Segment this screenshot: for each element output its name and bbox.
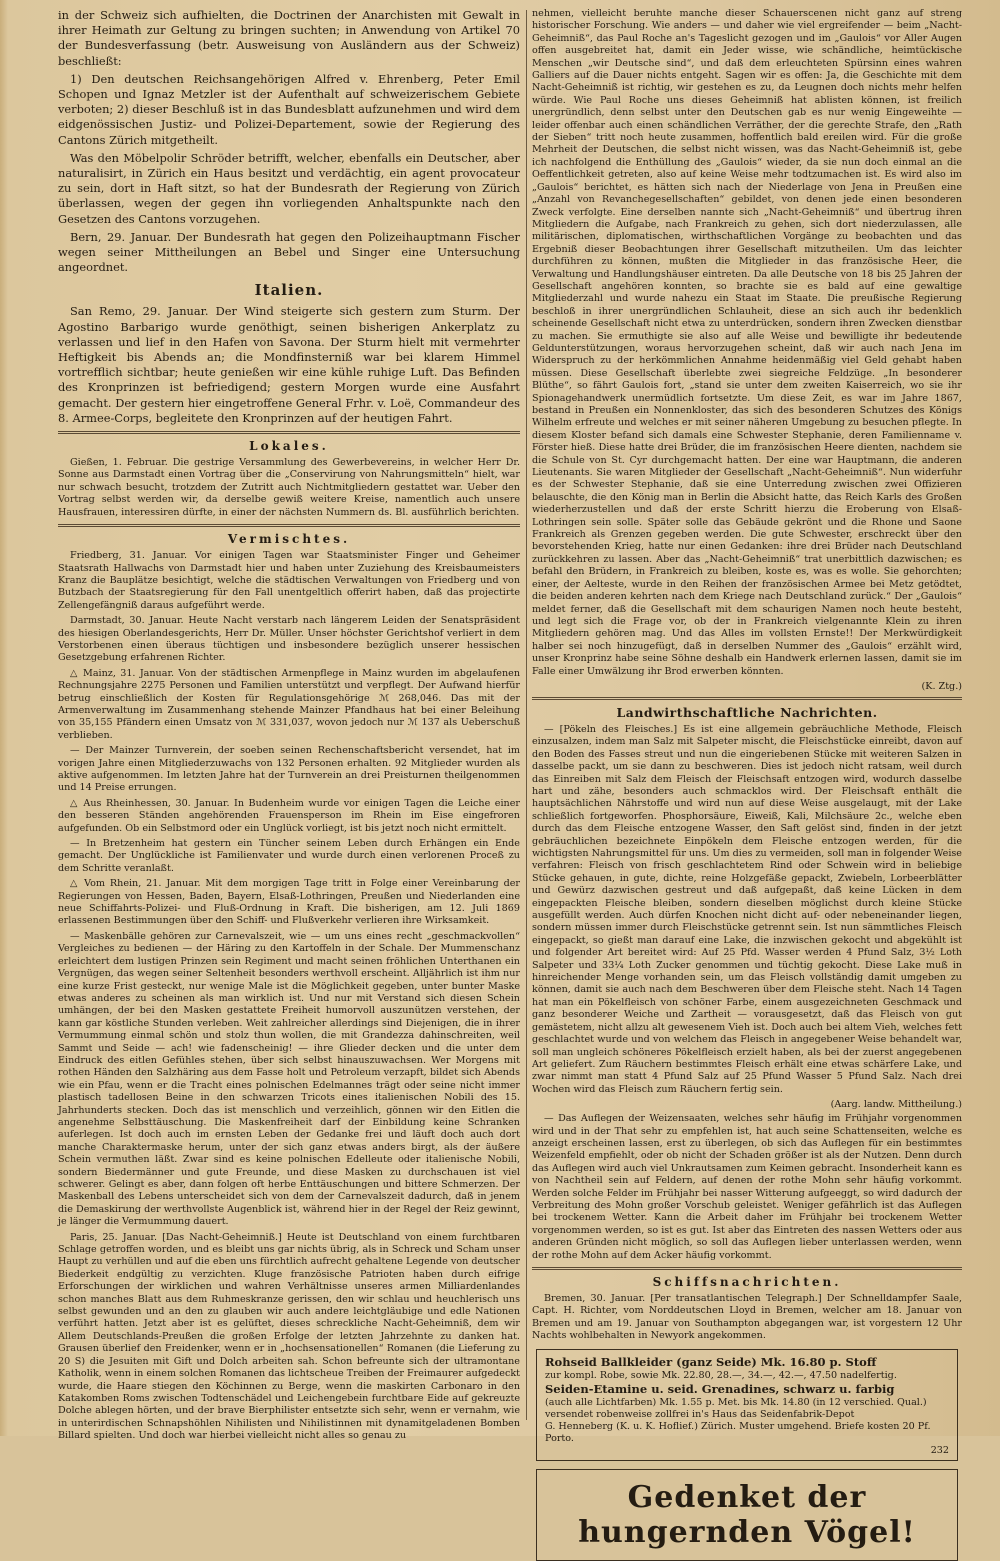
ad-text: zur kompl. Robe, sowie Mk. 22.80, 28.—, 34.—, 42.—, 47.50 nadelfertig.: [545, 1369, 897, 1381]
italien-heading: Italien.: [254, 281, 324, 300]
intro-paragraph: 1) Den deutschen Reichsangehörigen Alfred v. Ehrenberg, Peter Emil Schopen und Ignaz Metzler ist der Aufenthalt auf schweizerischem Gebiete verboten; 2) dieser Beschluß ist in das Bundesblatt aufzunehmen und wird dem eidgenössischen Justiz- und Polizei-Departement, sowie der Regierung des Cantons Zürich mitgetheilt.: [58, 71, 520, 147]
switzerland-section: [58, 8, 520, 275]
ad-headline: Seiden-Etamine u. seid. Grenadines, schwarz u. farbig: [545, 1381, 895, 1396]
birds-advertisement: Gedenket der hungernden Vögel!: [536, 1469, 958, 1561]
landwirthschaft-paragraph: — Das Auflegen der Weizensaaten, welches sehr häufig im Frühjahr vorgenommen wird und in der That sehr zu empfehlen ist, hat auch seine Schattenseiten, welche es anzeigt erscheinen lassen, erst zu überlegen, ob sich das Auflegen für ein bestimmtes Weizenfeld empfiehlt, oder ob nicht der Schaden größer ist als der Nutzen. Denn durch das Auflegen wird auch viel Unkrautsamen zum Keimen gebracht. Insonderheit kann es von Nachtheil sein auf Feldern, auf denen der rothe Mohn sehr häufig vorkommt. Werden solche Felder im Frühjahr bei nasser Witterung aufgeeggt, so wird dadurch der Verbreitung des Mohn großer Vorschub geleistet. Weniger gefährlich ist das Auflegen bei trockenem Wetter. Kann die Arbeit daher im Frühjahr bei trockenem Wetter vorgenommen werden, so ist es gut. Ist aber das Eintreten des nassen Wetters oder aus anderen Gründen nicht möglich, so soll das Auflegen lieber unterlassen werden, wenn der rothe Mohn auf dem Acker häufig vorkommt.: [532, 1113, 962, 1261]
section-divider: [58, 431, 520, 434]
vermischtes-paragraph: Paris, 25. Januar. [Das Nacht-Geheimniß.] Heute ist Deutschland von einem furchtbaren Schlage getroffen worden, und es bleibt uns gar nichts übrig, als in Schreck und Scham unser Haupt zu verhüllen und auf die eben uns fürchtlich aufrecht gehaltene Legende von deutscher Biederkeit endgültig zu verzichten. Kluge französische Patrioten haben durch eifrige Erforschungen der wirklichen und wahren Verhältnisse unseres armen Milliardenlandes schon manches Blatt aus dem Ruhmeskranze gerissen, den wir schlau und heuchlerisch uns selbst gewunden und an den zu glauben wir auch andere leichtgläubige und edle Nationen verführt hatten. Jetzt aber ist es gelüftet, dieses schreckliche Nacht-Geheimniß, dem wir Allem Deutschlands-Preußen die großen Erfolge der letzten Jahrzehnte zu danken hat. Grausen überlief den Freidenker, wenn er in „hochsensationellen“ Romanen (die Lieferung zu 20 S) die Jesuiten mit Gift und Dolch arbeiten sah. Schon befreunte sich der ultramontane Katholik, wenn in einem solchen Romanen das lichtscheue Treiben der Freimaurer aufgedeckt wurde, die Haare stiegen den Köchinnen zu Berge, wenn die maskirten Carbonaro in den Katakomben Roms zwischen Todtenschädel und Leichengebein furchtbare Eide auf gekreuzte Dolche ablegen hörten, und der brave Bierphilister entsetzte sich sehr, wenn er vernahm, wie in unterirdischen Schnapshöhlen Nihilisten und Nihilistinnen mit dynamitgeladenen Bomben Billard spielten. Und doch war hierbei vielleicht nicht alles so genau zu: [58, 1231, 520, 1442]
italien-section: [58, 304, 520, 426]
section-divider: [532, 697, 962, 700]
left-column: [58, 8, 520, 1442]
column-divider: [526, 10, 527, 1420]
paris-continuation: nehmen, vielleicht beruhte manche dieser Schauerscenen nicht ganz auf streng historischer Forschung. Wie anders — und daher wie viel ergreifender — beim „Nacht-Geheimniß“, das Paul Roche an's Tageslicht gezogen und im „Gaulois“ vor Aller Augen offen ausgebreitet hat, damit ein Jeder wisse, wie schändliche, heimtückische Menschen „wir Deutsche sind“, und daß dem erleuchteten Spürsinn eines wahren Galliers auf die Dauer nichts entgeht. Sagen wir es offen: Ja, die Geschichte mit dem Nacht-Geheimniß ist richtig, wir gestehen es zu, da Leugnen doch nichts mehr helfen würde. Wie Paul Roche uns dieses Geheimniß hat ablisten können, ist freilich unergründlich, denn selbst unter den Deutschen gab es nur wenig Eingeweihte — leider offenbar auch einen schändlichen Verräther, der die gerechte Strafe, den „Rath der Sieben“ tritt noch heute zusammen, hoffentlich bald ereilen wird. Für die große Mehrheit der Deutschen, die selbst nicht wissen, was das Nacht-Geheimniß ist, gebe ich nachfolgend die Enthüllung des „Gaulois“ wieder, da sie nun doch einmal an die Oeffentlichkeit getreten, also auf keine Weise mehr todtzumachen ist. Es wird also im „Gaulois“ berichtet, es hätten sich nach der Niederlage von Jena in Preußen eine „Anzahl von Revanchegesellschaften“ gebildet, von denen jede einen besonderen Zweck verfolgte. Eine derselben nannte sich „Nacht-Geheimniß“ und übertrug ihren Mitgliedern die Aufgabe, nach Frankreich zu gehen, sich dort niederzulassen, alle militärischen, diplomatischen, wirthschaftlichen Vorgänge zu beobachten und das Ergebniß dieser Beobachtungen ihrer Gesellschaft mitzutheilen. Um das leichter durchführen zu können, mußten die Mitglieder in das französische Heer, die Verwaltung und Handlungshäuser eintreten. Da alle Deutsche von 18 bis 25 Jahren der Gesellschaft angehören konnten, so brachte sie es bald auf eine gewaltige Mitgliederzahl und wurde nahezu ein Staat im Staate. Die preußische Regierung beschloß in ihrer unergründlichen Schlauheit, diese an sich auch ihr bedenklich scheinende Gesellschaft nicht etwa zu unterdrücken, sondern ihren Zwecken dienstbar zu machen. Sie ermuthigte sie also auf alle Weise und bewilligte ihr bedeutende Geldunterstützungen, woraus hervorzugehen scheint, daß wir auch nach Jena im Widerspruch zu der herkömmlichen Annahme heidenmäßig viel Geld gehabt haben müssen. Diese Gesellschaft überlebte zwei siegreiche Feldzüge. „In besonderer Blüthe“, so fährt Gaulois fort, „stand sie unter dem zweiten Kaiserreich, wo sie ihr Spionagehandwerk unermüdlich fortsetzte. Um diese Zeit, es war im Jahre 1867, bestand in Preußen ein Nonnenkloster, das sich des besonderen Schutzes des Königs Wilhelm erfreute und welches er mit seiner näheren Umgebung zu besuchen pflegte. In diesem Kloster befand sich damals eine Schwester Stephanie, deren Familienname v. Förster hieß. Diese hatte drei Brüder, die im französischen Heere dienten, nachdem sie die Schule von St. Cyr durchgemacht hatten. Der eine war Hauptmann, die anderen Lieutenants. Sie waren Mitglieder der Gesellschaft „Nacht-Geheimniß“. Nun widerfuhr es der Schwester Stephanie, daß sie eine Unterredung zwischen zwei Offizieren belauschte, die den König man in Berlin die Absicht hatte, das Reich Karls des Großen wiederherzustellen und daß der erste Schritt hierzu die Eroberung von Elsaß-Lothringen sein solle. Später solle das Gebäude gekrönt und die Rhone und Saone Frankreich als Grenzen gegeben werden. Die gute Schwester, erschreckt über den bevorstehenden Krieg, hatte nur einen Gedanken: ihre drei Brüder nach Deutschland zurückkehren zu lassen. Aber das „Nacht-Geheimniß“ trat unerbittlich dazwischen; es befahl den Brüdern, in Frankreich zu bleiben, koste es, was es wolle. Sie gehorchten; einer, der Aelteste, wurde in den Reihen der französischen Armee bei Metz getödtet, die beiden anderen kehrten nach dem Kriege nach Deutschland zurück.“ Der „Gaulois“ meldet ferner, daß die Gesellschaft mit dem schaurigen Namen noch heute besteht, und legt sich die Frage vor, ob der in Frankreich vielgenannte Klein zu ihren Mitgliedern gehören mag. Und das Alles im vollsten Ernste!! Der Merkwürdigkeit halber sei noch hinzugefügt, daß in derselben Nummer des „Gaulois“ erzählt wird, unser Kronprinz habe seine Söhne deshalb ein Handwerk erlernen lassen, damit sie im Falle einer Umwälzung ihr Brod erwerben könnten.: [532, 8, 962, 677]
vermischtes-paragraph: Darmstadt, 30. Januar. Heute Nacht verstarb nach längerem Leiden der Senatspräsident des hiesigen Oberlandesgerichts, Herr Dr. Müller. Unser höchster Gerichtshof verliert in dem Verstorbenen einen überaus tüchtigen und insbesondere bezüglich unserer hessischen Gesetzgebung erfahrenen Richter.: [58, 615, 520, 664]
vermischtes-paragraph: — In Bretzenheim hat gestern ein Tüncher seinem Leben durch Erhängen ein Ende gemacht. Der Unglückliche ist Familienvater und wurde durch einen verlorenen Proceß zu dem Schritte veranlaßt.: [58, 838, 520, 874]
ad-number: 232: [930, 1444, 949, 1456]
ad-headline: Rohseid Ballkleider (ganz Seide) Mk. 16.80 p. Stoff: [545, 1354, 877, 1369]
vermischtes-paragraph: △ Mainz, 31. Januar. Von der städtischen Armenpflege in Mainz wurden im abgelaufenen Rechnungsjahre 2275 Personen und Familien unterstützt und verpflegt. Der Aufwand hierfür betrug einschließlich der Kosten für Regulationsgehörige ℳ 268,046. Das mit der Armenverwaltung im Zusammenhang stehende Mainzer Pfandhaus hat bei einer Beleihung von 35,155 Pfändern einen Umsatz von ℳ 331,037, wovon jedoch nur ℳ 137 als Ueberschuß verblieben.: [58, 667, 520, 741]
right-column: [532, 8, 962, 1550]
landwirthschaft-paragraph: — [Pökeln des Fleisches.] Es ist eine allgemein gebräuchliche Methode, Fleisch einzusalzen, indem man Salz mit Salpeter mischt, die Fleischstücke einreibt, davon auf den Boden des Fasses streut und nun die eingeriebenen Stücke mit weiteren Salzen in dasselbe packt, um sie dann zu beschweren. Dies ist jedoch nicht ratsam, weil durch das Einreiben mit Salz dem Fleisch der Fleischsaft entzogen wird, wodurch dasselbe hart und zähe, besonders auch schmacklos wird. Der Fleischsaft enthält die hauptsächlichen Nährstoffe und wird nun auf diese Weise ausgelaugt, mit der Lake schließlich fortgeworfen. Phosphorsäure, Eiweiß, Kali, Milchsäure 2c., welche eben durch das dem Fleische entzogene Wasser, den Saft gelöst sind, finden in der jetzt gebräuchlichen bezeichnete Einpökeln dem Fleische entzogen werden, für die wichtigsten Nahrungsmittel für uns. Um dies zu vermeiden, soll man in folgender Weise verfahren: Fleisch von frisch geschlachtetem Rind oder Schwein wird in beliebige Stücke gehauen, in gute, dichte, reine Holzgefäße gepackt, Zwiebeln, Lorbeerblätter und Gewürz dazwischen gestreut und daß aufgepaßt, daß keine Lücken in dem eingepackten Fleische bleiben, sondern dieselben möglichst durch kleine Stücke ausgefüllt werden. Auch dürfen Knochen nicht dicht auf- oder nebeneinander liegen, sondern müssen immer durch Fleischstücke getrennt sein. Ist nun sämmtliches Fleisch eingepackt, so gießt man darauf eine Lake, die inzwischen gekocht und abgekühlt ist und folgender Art bereitet wird: Auf 25 Pfd. Wasser werden 4 Pfund Salz, 3½ Loth Salpeter und 33¼ Loth Zucker genommen und tüchtig gekocht. Diese Lake muß in hinreichender Menge vorhanden sein, um das Fleisch vollständig damit umgeben zu können, damit sie auch nach dem Beschweren über dem Fleische steht. Nach 14 Tagen hat man ein Pökelfleisch von schöner Farbe, einem ausgezeichneten Geschmack und ganz besonderer Weiche und Zartheit — vorausgesetzt, daß das Fleisch von gut gemästetem, nicht allzu alt gewesenem Vieh ist. Doch auch bei altem Vieh, welches fett geschlachtet wurde und von welchem das Fleisch in angegebener Weise behandelt war, soll man ungleich schöneres Pökelfleisch erzielt haben, als bei der zuerst angegebenen Art geliefert. Zum Räuchern bestimmtes Fleisch erhält eine etwas schärfere Lake, und zwar nimmt man statt 4 Pfund Salz auf 25 Pfund Wasser 5 Pfund Salz. Nach drei Wochen wird das Fleisch zum Räuchern fertig sein.: [532, 723, 962, 1095]
vermischtes-heading: Vermischtes.: [227, 532, 351, 547]
vermischtes-paragraph: — Der Mainzer Turnverein, der soeben seinen Rechenschaftsbericht versendet, hat im vorigen Jahre einen Mitgliederzuwachs von 132 Personen erhalten. 92 Mitglieder wurden als aktive aufgenommen. Im letzten Jahre hat der Turnverein an drei Preisturnen theilgenommen und 14 Preise errungen.: [58, 745, 520, 794]
vermischtes-paragraph: △ Aus Rheinhessen, 30. Januar. In Budenheim wurde vor einigen Tagen die Leiche einer den besseren Ständen angehörenden Frauensperson im Rhein im Eise eingefroren aufgefunden. Ob ein Selbstmord oder ein Unglück vorliegt, ist bis jetzt noch nicht ermittelt.: [58, 797, 520, 834]
schiffsnachrichten-paragraph: Bremen, 30. Januar. [Per transatlantischen Telegraph.] Der Schnelldampfer Saale, Capt. H. Richter, vom Norddeutschen Lloyd in Bremen, welcher am 18. Januar von Bremen und am 19. Januar von Southampton abgegangen war, ist vorgestern 12 Uhr Nachts wohlbehalten in Newyork angekommen.: [532, 1293, 962, 1342]
vermischtes-paragraph: Friedberg, 31. Januar. Vor einigen Tagen war Staatsminister Finger und Geheimer Staatsrath Hallwachs von Darmstadt hier und haben unter Zuziehung des Kreisbaumeisters Kranz die Bauplätze besichtigt, welche die städtischen Verwaltungen von Friedberg und von Butzbach der Staatsregierung für den Fall unentgeltlich offerirt haben, daß das projectirte Zellengefängniß daraus aufgeführt werde.: [58, 550, 520, 611]
vermischtes-paragraph: — Maskenbälle gehören zur Carnevalszeit, wie — um uns eines recht „geschmackvollen“ Vergleiches zu bedienen — der Häring zu den Kartoffeln in der Schale. Der Mummenschanz erleichtert dem lustigen Prinzen sein Regiment und macht seinen fröhlichen Unterthanen ein Vergnügen, das wegen seiner Seltenheit besonders werthvoll erscheint. Alljährlich ist ihm nur eine kurze Frist gesteckt, nur wenige Male ist die Möglichkeit gegeben, unter bunter Maske etwas anderes zu scheinen als man wirklich ist. Und nur mit Verstand sich diesen Schein umhängen, der bei den Masken gestattete Freiheit humorvoll auszunützen verstehen, der kann gar köstliche Stunden verleben. Weit zahlreicher allerdings sind Diejenigen, die in ihrer Vermummung einmal schön und stolz thun wollen, die mit Grandezza dahinschreiten, weil Sammt und Seide — ach! wie fadenscheinig! — ihre Glieder decken und die unter dem Eindruck des eitlen Gefühles stehen, über sich selbst hinauszuwachsen. Wer Morgens mit rothen Händen den Salzhäring aus dem Fasse holt und Petroleum verzapft, bildet sich Abends wie ein Pfau, wenn er die Tracht eines polnischen Edelmannes trägt oder seine nicht immer plastisch tadellosen Beine in den schwarzen Tricots eines italienischen Nobili des 15. Jahrhunderts stecken. Doch das ist menschlich und verzeihlich, gönnen wir den Eitlen die angenehme Selbsttäuschung. Die Maskenfreiheit darf der Einbildung keine Schranken auferlegen. Ist doch auch im ernsten Leben der Gedanke frei und läuft doch auch dort manche Charaktermaske herum, unter der sich ganz etwas anders birgt, als der äußere Schein vermuthen läßt. Zwar sind es keine polnischen Edelleute oder italienische Nobili, sondern Biedermänner und gute Freunde, und diese Masken zu durchschauen ist viel schwerer. Gelingt es aber, dann folgen oft herbe Enttäuschungen und bittere Schmerzen. Der Maskenball des Lebens unterscheidet sich von dem der Carnevalszeit dadurch, daß in jenem die Demaskirung der werthvollste Augenblick ist, während hier in der Regel der Reiz gewinnt, je länger die Vermummung dauert.: [58, 930, 520, 1228]
ad-text: G. Henneberg (K. u. K. Hoflief.) Zürich. Muster umgehend. Briefe kosten 20 Pf. Porto.: [545, 1420, 931, 1444]
source-credit: (Aarg. landw. Mittheilung.): [830, 1099, 962, 1111]
silk-advertisement: [536, 1349, 958, 1461]
lokales-heading: Lokales.: [249, 439, 329, 454]
vermischtes-paragraph: △ Vom Rhein, 21. Januar. Mit dem morgigen Tage tritt in Folge einer Vereinbarung der Regierungen von Hessen, Baden, Bayern, Elsaß-Lothringen, Preußen und Niederlanden eine neue Schiffahrts-Polizei- und Fluß-Ordnung in Kraft. Die bisherigen, am 12. Juli 1869 erlassenen Bestimmungen über den Schiff- und Flußverkehr verlieren ihre Wirksamkeit.: [58, 878, 520, 927]
landwirthschaft-heading: Landwirthschaftliche Nachrichten.: [616, 704, 878, 720]
section-divider: [58, 524, 520, 527]
source-credit: (K. Ztg.): [921, 680, 962, 692]
ad-text: (auch alle Lichtfarben) Mk. 1.55 p. Met. bis Mk. 14.80 (in 12 verschied. Qual.) versendet robenweise zollfrei in's Haus das Seidenfabrik-Depot: [545, 1396, 927, 1420]
intro-paragraph: in der Schweiz sich aufhielten, die Doctrinen der Anarchisten mit Gewalt in ihrer Heimath zur Geltung zu bringen suchten; in Anwendung von Artikel 70 der Bundesverfassung (betr. Ausweisung von Ausländern aus der Schweiz) beschließt:: [58, 8, 520, 68]
schiffsnachrichten-heading: Schiffsnachrichten.: [652, 1275, 842, 1289]
italien-paragraph: San Remo, 29. Januar. Der Wind steigerte sich gestern zum Sturm. Der Agostino Barbarigo wurde genöthigt, seinen bisherigen Ankerplatz zu verlassen und lief in den Hafen von Savona. Der Sturm hielt mit vermehrter Heftigkeit bis Abends an; die Mondfinsterniß war bei klarem Himmel vortrefflich sichtbar; heute genießen wir eine kühle ruhige Luft. Das Befinden des Kronprinzen ist befriedigend; gestern Morgen wurde eine Ausfahrt gemacht. Der gestern hier eingetroffene General Frhr. v. Loë, Commandeur des 8. Armee-Corps, begleitete den Kronprinzen auf der heutigen Fahrt.: [58, 304, 520, 425]
lokales-paragraph: Gießen, 1. Februar. Die gestrige Versammlung des Gewerbevereins, in welcher Herr Dr. Sonne aus Darmstadt einen Vortrag über die „Conservirung von Nahrungsmitteln“ hielt, war nur schwach besucht, trotzdem der Zutritt auch Nichtmitgliedern gestattet war. Ueber den Vortrag selbst werden wir, da derselbe gewiß weitere Kreise, namentlich auch unsere Hausfrauen, interessiren dürfte, in einer der nächsten Nummern ds. Bl. ausführlich berichten.: [58, 457, 520, 518]
intro-paragraph: Was den Möbelpolir Schröder betrifft, welcher, ebenfalls ein Deutscher, aber naturalisirt, in Zürich ein Haus besitzt und verdächtig, ein agent provocateur zu sein, dort in Haft sitzt, so hat der Bundesrath der Regierung von Zürich überlassen, wegen der gegen ihn vorliegenden Anhaltspunkte nach den Gesetzen des Cantons vorzugehen.: [58, 150, 520, 226]
section-divider: [532, 1267, 962, 1270]
intro-paragraph: Bern, 29. Januar. Der Bundesrath hat gegen den Polizeihauptmann Fischer wegen seiner Mittheilungen an Bebel und Singer eine Untersuchung angeordnet.: [58, 229, 520, 275]
